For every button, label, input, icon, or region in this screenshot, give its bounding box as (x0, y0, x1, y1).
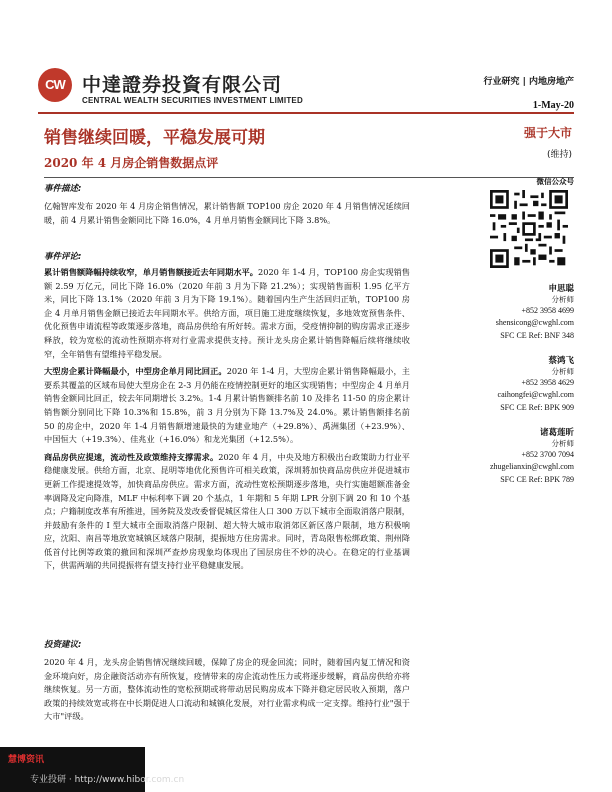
report-subtitle: 2020 年 4 月房企销售数据点评 (44, 156, 219, 170)
report-type: 行业研究 | 内地房地产 (483, 77, 574, 87)
company-name-cn: 中達證券投資有限公司 (82, 74, 283, 96)
advice-text: 2020 年 4 月，龙头房企销售情况继续回暖，保障了房企的现金回流；同时，随着国内复工情况和资金环境向好，房企融资活动亦有所恢复，疫情带来的房企流动性压力或将逐步缓解，商品房供给亦将继续恢复。另一方面，整体流动性的宽松预期或将带动居民购房成本下降并稳定居民收入预期，落户政策的持续效宽或将在中长期促进人口流动和城镇化发展，对行业需求构成一定支撑。维持行业"强于大市"评级。 (44, 657, 410, 722)
analyst-card (470, 354, 574, 414)
paragraph-3-body: 2020 年 4 月，中央及地方积极出台政策助力行业平稳健康发展。供给方面，北京、昆明等地优化预售许可相关政策，深圳將加快商品房供应并促进城市更新工作提速提效等，加快商品房供应。需求方面，流动性宽松预期逐步落地，央行实施超额准备金率调降及定向降准，MLF 中标利率下调 20 个基点，1 年期和 5 年期 LPR 分别下调 20 和 10 个基点；户籍制度改革有所推进，国务院及发改委督促城区常住人口 300 万以下城市全面取消落户限制，并鼓励有条件的 I 型大城市全面取消落户限制、超大特大城市取消郊区新区落户限制，地方积极响应，沈阳、南昌等地放宽城镇区域落户限制，提振地方住房需求。同时，青岛限售松绑政策、荆州降低首付比例等政策的撤回和深圳严查炒房现象均体现出了国层房住不炒的决心。在稳定的行业基调下，供需两端的共同提振将有望支持行业平稳健康发展。 (44, 451, 410, 571)
analyst-role: 分析师 (551, 295, 574, 304)
analyst-phone: +852 3700 7094 (521, 450, 574, 459)
analyst-ref: SFC CE Ref: BPK 789 (500, 474, 574, 484)
analyst-card (470, 282, 574, 342)
paragraph-1-heading: 累计销售额降幅持续收窄，单月销售额接近去年同期水平。 (44, 267, 259, 277)
paragraph-3-heading: 商品房供应提速，流动性及政策维持支撑需求。 (44, 451, 219, 462)
analyst-email[interactable]: shensicong@cwghl.com (495, 318, 574, 328)
analyst-email[interactable]: zhugelianxin@cwghl.com (489, 462, 574, 472)
paragraph-2-body: 2020 年 1-4 月，大型房企累计销售降幅最小，主要系其覆盖的区域布局使大型房企在 2-3 月仍能在疫情控制更好的地区实现销售；中型房企 4 月单月销售金额同比回正，较去年同期增长 3.2%。1-4 月累计销售额排名前 10 及排名 11-50 的房企累计销售额分别同比下降 10.3%和 15.8%，前 3 月分别为下降 13.7%及 24.0%。累计销售额排名前 50 的房企中，2020 年 1-4 月销售额增速最快的为建业地产（+29.8%）、禹洲集团（+23.9%）、中国恒大（+19.3%）、佳兆业（+16.0%）和龙光集团（+12.5%）。 (44, 366, 410, 445)
event-text: 亿翰智库发布 2020 年 4 月房企销售情况，累计销售额 TOP100 房企 2020 年 4 月销售情况延续回暖，前 4 月累计销售金额同比下降 16.0%，4 月单月销售金额同比下降 3.8%。 (44, 201, 410, 225)
analyst-role: 分析师 (551, 367, 574, 376)
analyst-name: 蔡鸿飞 (548, 356, 574, 366)
paragraph-1 (44, 266, 410, 361)
logo-text: CW (45, 77, 65, 92)
event-comment (44, 250, 410, 573)
header-divider (38, 112, 574, 114)
paragraph-3 (44, 451, 410, 573)
rating-status: (维持) (546, 150, 572, 160)
paragraph-2-heading: 大型房企累计降幅最小，中型房企单月同比回正。 (44, 366, 227, 377)
analyst-ref: SFC CE Ref: BNF 348 (500, 330, 574, 340)
company-logo (38, 68, 72, 102)
section-title-comment: 事件评论: (44, 252, 82, 262)
watermark-url[interactable]: 专业投研 · http://www.hibor.com.cn (30, 775, 185, 785)
analyst-ref: SFC CE Ref: BPK 909 (500, 402, 574, 412)
watermark-title: 慧博资讯 (8, 755, 45, 765)
analyst-phone: +852 3958 4629 (521, 378, 574, 387)
company-name-en: CENTRAL WEALTH SECURITIES INVESTMENT LIMITED (82, 96, 303, 105)
analyst-phone: +852 3958 4699 (521, 306, 574, 315)
investment-advice (44, 638, 410, 724)
paragraph-1-body: 2020 年 1-4 月，TOP100 房企实现销售额 2.59 万亿元，同比下降 16.0%（2020 年前 3 月为下降 21.2%）；实现销售面积 1.95 亿平方米，同比下降 13.1%（2020 年前 3 月为下降 19.1%）。随着国内生产生活回归正轨，TOP100 房企 4 月单月销售金额已接近去年同期水平。供给方面，项目施工进度继续恢复，多地效宽预售条件、优化预售申请流程等政策逐步落地，商品房供给有所好转。需求方面，受疫情抑制的购房需求正逐步释放，较为宽松的流动性预期亦将对行业需求提供支持。预计龙头房企累计销售降幅后续将继续收窄，全年销售有望维持平稳发展。 (44, 267, 410, 359)
analyst-role: 分析师 (551, 439, 574, 448)
report-date: 1-May-20 (532, 100, 574, 111)
paragraph-2 (44, 365, 410, 447)
analyst-name: 申思聪 (548, 284, 574, 294)
analyst-email[interactable]: caihongfei@cwghl.com (497, 390, 574, 400)
rating-label: 强于大市 (523, 126, 572, 140)
qr-code-icon (490, 190, 568, 268)
section-title-advice: 投资建议: (44, 640, 82, 650)
analyst-card (470, 426, 574, 486)
report-title: 销售继续回暖，平稳发展可期 (44, 128, 265, 148)
analyst-name: 诸葛莲昕 (539, 428, 574, 438)
section-title-event: 事件描述: (44, 184, 82, 194)
event-description (44, 182, 410, 227)
wechat-label: 微信公众号 (536, 177, 574, 186)
